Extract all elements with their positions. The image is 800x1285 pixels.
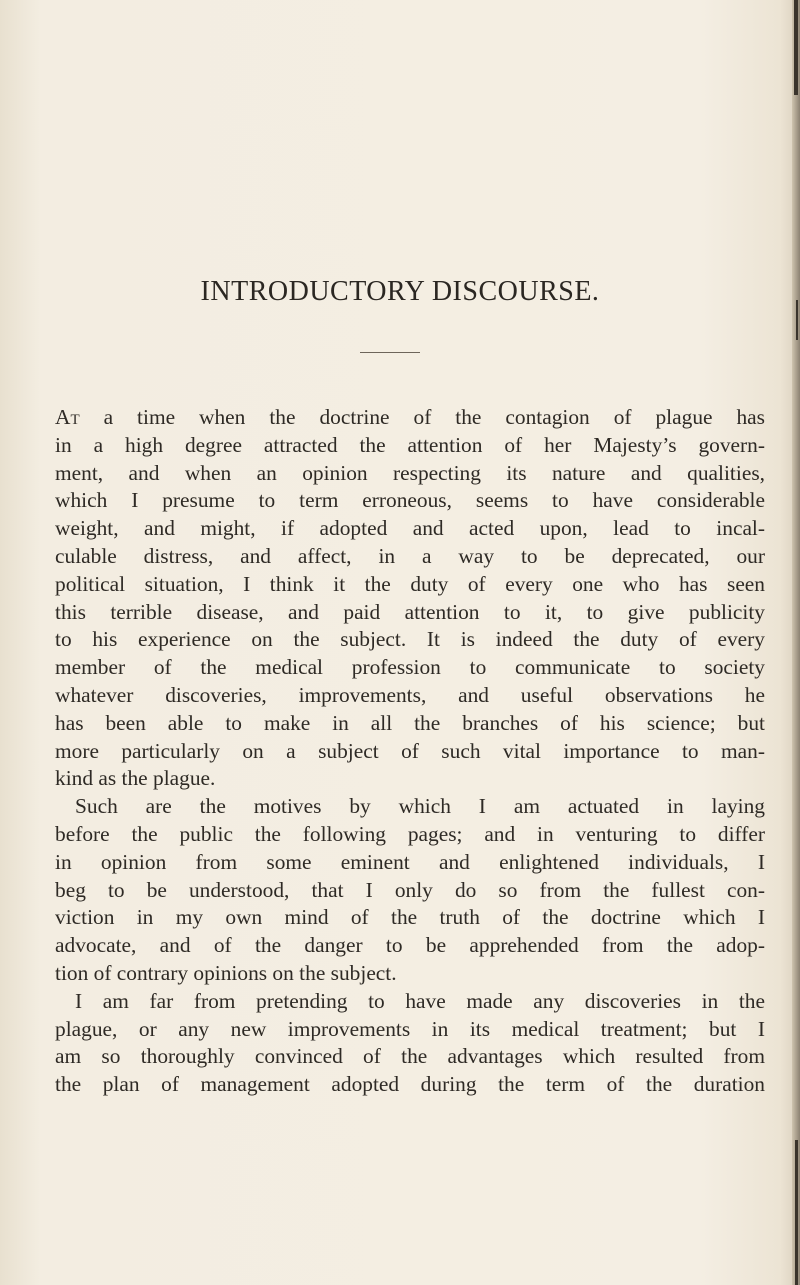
text-line: to his experience on the subject. It is indeed the duty of every bbox=[55, 627, 765, 652]
text-line: member of the medical profession to communicate to society bbox=[55, 655, 765, 680]
text-line: At a time when the doctrine of the contagion of plague has bbox=[55, 405, 765, 429]
text-line: viction in my own mind of the truth of the doctrine which I bbox=[55, 905, 765, 930]
text-line: has been able to make in all the branches of his science; but bbox=[55, 710, 765, 735]
text-line: tion of contrary opinions on the subject. bbox=[55, 960, 397, 985]
text-line: culable distress, and affect, in a way to be deprecated, our bbox=[55, 543, 765, 568]
text-line: political situation, I think it the duty of every one who has seen bbox=[55, 571, 765, 596]
text-line: plague, or any new improvements in its medical treatment; but I bbox=[55, 1016, 765, 1041]
text-line: in opinion from some eminent and enlightened individuals, I bbox=[55, 849, 765, 874]
text-line: am so thoroughly convinced of the advantages which resulted from bbox=[55, 1044, 765, 1069]
page-title: INTRODUCTORY DISCOURSE. bbox=[200, 276, 600, 307]
text-line: kind as the plague. bbox=[55, 766, 216, 791]
title-divider bbox=[360, 352, 420, 353]
discourse-body bbox=[55, 404, 765, 1099]
page-edge-shadow bbox=[794, 0, 798, 95]
text-line: before the public the following pages; and in venturing to differ bbox=[55, 821, 765, 846]
text-line: advocate, and of the danger to be apprehended from the adop- bbox=[55, 933, 765, 958]
text-line: beg to be understood, that I only do so from the fullest con- bbox=[55, 877, 765, 902]
text-line: which I presume to term erroneous, seems to have considerable bbox=[55, 488, 765, 513]
text-line: more particularly on a subject of such vital importance to man- bbox=[55, 738, 765, 763]
text-line: in a high degree attracted the attention of her Majesty’s govern- bbox=[55, 432, 765, 457]
text-line: this terrible disease, and paid attention to it, to give publicity bbox=[55, 599, 765, 624]
text-line: I am far from pretending to have made any discoveries in the bbox=[75, 988, 765, 1013]
text-line: weight, and might, if adopted and acted upon, lead to incal- bbox=[55, 516, 765, 541]
text-line: ment, and when an opinion respecting its nature and qualities, bbox=[55, 460, 765, 485]
text-line: Such are the motives by which I am actuated in laying bbox=[75, 794, 765, 819]
page-edge-shadow bbox=[795, 1140, 798, 1285]
text-line: whatever discoveries, improvements, and useful observations he bbox=[55, 682, 765, 707]
opening-word: At bbox=[55, 405, 80, 429]
page-gutter-edge bbox=[792, 0, 800, 1285]
text-line: the plan of management adopted during the term of the duration bbox=[55, 1072, 765, 1097]
